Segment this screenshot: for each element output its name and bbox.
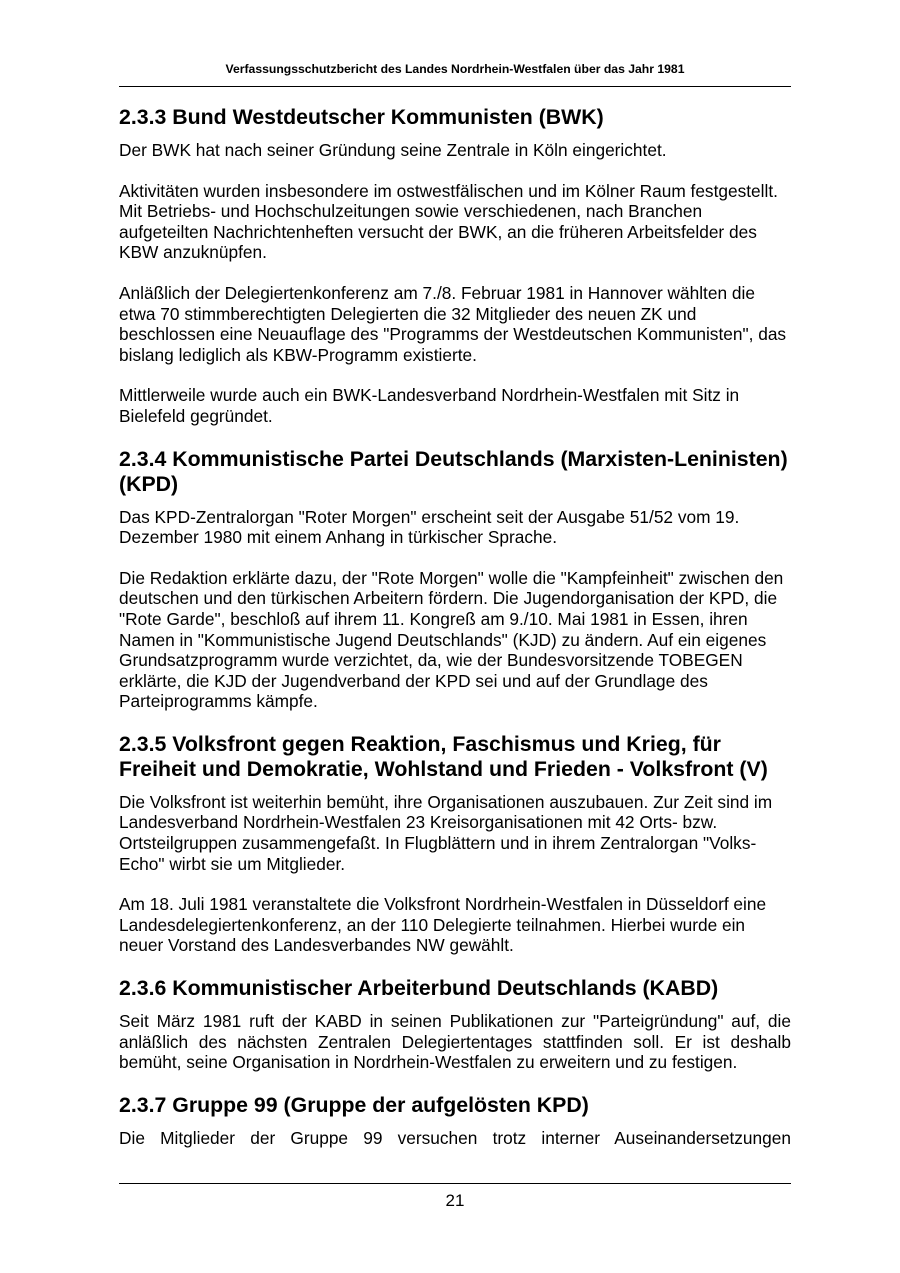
- paragraph: Der BWK hat nach seiner Gründung seine Zentrale in Köln eingerichtet.: [119, 140, 667, 160]
- section-heading: 2.3.7 Gruppe 99 (Gruppe der aufgelösten KPD): [119, 1092, 589, 1117]
- page-header: Verfassungsschutzbericht des Landes Nordrhein-Westfalen über das Jahr 1981: [225, 62, 685, 76]
- paragraph: Die Volksfront ist weiterhin bemüht, ihre Organisationen auszubauen. Zur Zeit sind im Landesverband Nordrhein-Westfalen 23 Kreisorganisationen mit 42 Orts- bzw. Ortsteilgruppen zusammengefaßt. In Flugblättern und in ihrem Zentralorgan "Volks-Echo" wirbt sie um Mitglieder.: [119, 791, 773, 874]
- paragraph: Seit März 1981 ruft der KABD in seinen Publikationen zur "Parteigründung" auf, die anläßlich des nächsten Zentralen Delegiertentages stattfinden soll. Er ist deshalb bemüht, seine Organisation in Nordrhein-Westfalen zu erweitern und zu festigen.: [119, 1011, 791, 1073]
- section-heading: 2.3.3 Bund Westdeutscher Kommunisten (BWK): [119, 105, 604, 129]
- paragraph: Das KPD-Zentralorgan "Roter Morgen" erscheint seit der Ausgabe 51/52 vom 19. Dezember 1980 mit einem Anhang in türkischer Sprache.: [119, 506, 740, 548]
- paragraph: Am 18. Juli 1981 veranstaltete die Volksfront Nordrhein-Westfalen in Düsseldorf eine Landesdelegiertenkonferenz, an der 110 Delegierte teilnahmen. Hierbei wurde ein neuer Vorstand des Landesverbandes NW gewählt.: [119, 894, 767, 956]
- paragraph: Die Mitglieder der Gruppe 99 versuchen trotz interner Auseinandersetzungen: [119, 1127, 791, 1148]
- section-heading: 2.3.6 Kommunistischer Arbeiterbund Deutschlands (KABD): [119, 976, 719, 1001]
- section-bwk: [119, 105, 791, 427]
- section-heading: 2.3.5 Volksfront gegen Reaktion, Faschismus und Krieg, für Freiheit und Demokratie, Wohlstand und Frieden - Volksfront (V): [119, 731, 768, 781]
- paragraph: Mittlerweile wurde auch ein BWK-Landesverband Nordrhein-Westfalen mit Sitz in Bielefeld gegründet.: [119, 385, 740, 426]
- header-divider: [119, 86, 791, 87]
- footer-divider: [119, 1183, 791, 1184]
- paragraph: Anläßlich der Delegiertenkonferenz am 7./8. Februar 1981 in Hannover wählten die etwa 70 stimmberechtigten Delegierten die 32 Mitglieder des neuen ZK und beschlossen eine Neuauflage des "Programms der Westdeutschen Kommunisten", das bislang lediglich als KBW-Programm existierte.: [119, 282, 787, 365]
- page-number: 21: [445, 1191, 465, 1210]
- section-kabd: [119, 976, 791, 1073]
- section-heading: 2.3.4 Kommunistische Partei Deutschlands (Marxisten-Leninisten) (KPD): [119, 446, 788, 496]
- section-volksfront: [119, 732, 791, 956]
- section-kpd: [119, 447, 791, 712]
- paragraph: Die Redaktion erklärte dazu, der "Rote Morgen" wolle die "Kampfeinheit" zwischen den deutschen und den türkischen Arbeitern fördern. Die Jugendorganisation der KPD, die "Rote Garde", beschloß auf ihrem 11. Kongreß am 9./10. Mai 1981 in Essen, ihren Namen in "Kommunistische Jugend Deutschlands" (KJD) zu ändern. Auf ein eigenes Grundsatzprogramm wurde verzichtet, da, wie der Bundesvorsitzende TOBEGEN erklärte, die KJD der Jugendverband der KPD sei und auf der Grundlage des Parteiprogramms kämpfe.: [119, 567, 784, 712]
- paragraph: Aktivitäten wurden insbesondere im ostwestfälischen und im Kölner Raum festgestellt. Mit Betriebs- und Hochschulzeitungen sowie verschiedenen, nach Branchen aufgeteilten Nachrichtenheften versucht der BWK, an die früheren Arbeitsfelder des KBW anzuknüpfen.: [119, 180, 778, 263]
- document-body: [119, 105, 791, 1183]
- section-gruppe-99: [119, 1093, 791, 1149]
